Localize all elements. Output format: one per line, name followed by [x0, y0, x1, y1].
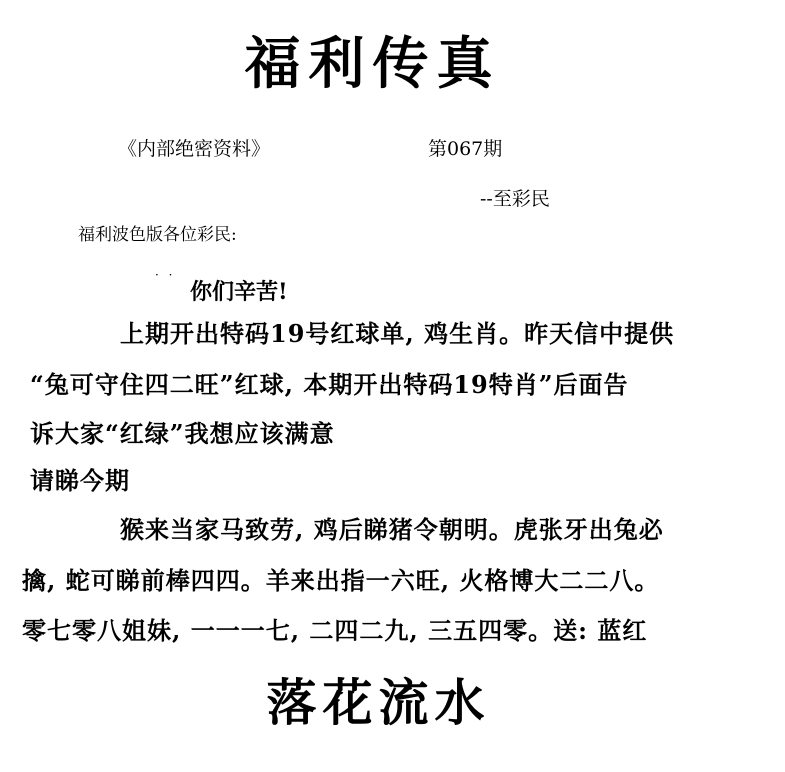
- body-line-5: 猴来当家马致劳, 鸡后睇猪令朝明。虎张牙出兔必: [120, 515, 664, 544]
- body-line-3: 诉大家“红绿”我想应该满意: [30, 419, 335, 448]
- greeting: 你们辛苦!: [190, 279, 288, 305]
- body-line-6: 擒, 蛇可睇前棒四四。羊来出指一六旺, 火格博大二二八。: [22, 566, 660, 595]
- body-line-4: 请睇今期: [30, 466, 130, 495]
- body-line-7: 零七零八姐妹, 一一一七, 二四二九, 三五四零。送: 蓝红: [22, 616, 648, 645]
- body-line-1: 上期开出特码19号红球单, 鸡生肖。昨天信中提供: [120, 319, 675, 348]
- decorative-dots: · ·: [155, 268, 176, 282]
- issue-number: 第067期: [428, 138, 503, 160]
- sender-line: --至彩民: [480, 188, 550, 210]
- footer-title: 落花流水: [266, 673, 491, 732]
- document-title: 福利传真: [244, 31, 501, 97]
- body-line-2: “兔可守住四二旺”红球, 本期开出特码19特肖”后面告: [30, 370, 629, 399]
- salutation: 福利波色版各位彩民:: [78, 225, 237, 245]
- document-subtitle: 《内部绝密资料》: [118, 138, 271, 160]
